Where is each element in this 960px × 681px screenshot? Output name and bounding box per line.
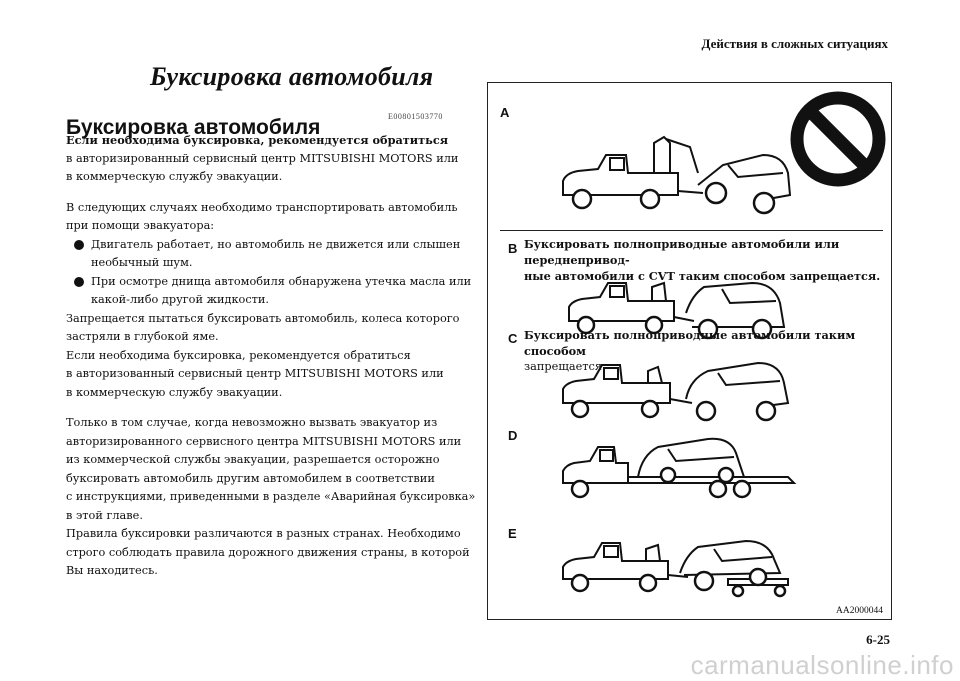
only-line-5: с инструкциями, приведенными в разделе «Аварийная буксировка» <box>66 490 476 503</box>
bullet-item <box>66 236 466 273</box>
tow-truck-dolly-drawing <box>558 533 808 601</box>
panel-c-line-1: Буксировать полноприводные автомобили таким способом <box>524 328 856 358</box>
stuck-line-3: Если необходима буксировка, рекомендуется обратиться <box>66 348 411 362</box>
only-line-7: Правила буксировки различаются в разных странах. Необходимо <box>66 527 461 540</box>
panel-b-line-2: ные автомобили с CVT таким способом запрещается. <box>524 269 881 283</box>
cases-line-2: при помощи эвакуатора: <box>66 219 215 232</box>
page-title: Буксировка автомобиля <box>150 62 434 91</box>
document-code: E00801503770 <box>388 112 443 121</box>
intro-line-2: в авторизированный сервисный центр MITSUBISHI MOTORS или <box>66 151 459 165</box>
panel-b-line-1: Буксировать полноприводные автомобили или переднепривод- <box>524 237 840 267</box>
bullet-icon <box>74 240 84 250</box>
only-line-9: Вы находитесь. <box>66 564 158 577</box>
intro-line-3: в коммерческую службу эвакуации. <box>66 170 283 183</box>
only-line-4: буксировать автомобиль другим автомобилем в соответствии <box>66 471 435 485</box>
cases-line-1: В следующих случаях необходимо транспортировать автомобиль <box>66 200 458 214</box>
panel-divider <box>500 230 883 231</box>
only-line-2: авторизированного сервисного центра MITSUBISHI MOTORS или <box>66 434 462 448</box>
main-text <box>66 131 476 581</box>
only-line-3: из коммерческой службы эвакуации, разрешается осторожно <box>66 453 440 466</box>
tow-truck-lift-drawing <box>558 133 798 223</box>
panel-d-label: D <box>508 428 518 443</box>
only-line-1: Только в том случае, когда невозможно вызвать эвакуатор из <box>66 416 438 429</box>
stuck-line-5: в коммерческую службу эвакуации. <box>66 385 283 399</box>
panel-e-label: E <box>508 526 517 541</box>
tow-truck-front-lift-drawing <box>558 353 798 425</box>
panel-c-label: C <box>508 331 518 346</box>
bullet-2-line-2: какой-либо другой жидкости. <box>91 293 270 306</box>
bullet-1-line-1: Двигатель работает, но автомобиль не движется или слышен <box>91 237 461 251</box>
stuck-line-1: Запрещается пытаться буксировать автомобиль, колеса которого <box>66 311 460 325</box>
only-line-8: строго соблюдать правила дорожного движения страны, в которой <box>66 545 470 559</box>
section-heading: Буксировка автомобиля <box>66 116 321 139</box>
towing-figure <box>487 82 892 620</box>
flatbed-truck-drawing <box>558 433 808 503</box>
stuck-line-2: застряли в глубокой яме. <box>66 330 219 343</box>
intro-line-1: Если необходима буксировка, рекомендуется обратиться <box>66 133 449 147</box>
section-header: Действия в сложных ситуациях <box>701 36 888 51</box>
prohibited-icon <box>788 89 888 189</box>
stuck-line-4: в авторизованный сервисный центр MITSUBISHI MOTORS или <box>66 367 444 380</box>
page-number: 6-25 <box>866 632 890 647</box>
bullet-item <box>66 273 472 310</box>
watermark: carmanualsonline.info <box>690 650 954 680</box>
panel-c-line-2: запрещается. <box>524 360 606 373</box>
bullet-icon <box>74 277 84 287</box>
figure-code: AA2000044 <box>836 606 883 616</box>
bullet-1-line-2: необычный шум. <box>91 256 193 269</box>
panel-a-label: A <box>500 105 510 120</box>
only-line-6: в этой главе. <box>66 508 143 522</box>
bullet-2-line-1: При осмотре днища автомобиля обнаружена утечка масла или <box>91 274 472 288</box>
panel-b-label: B <box>508 241 518 256</box>
